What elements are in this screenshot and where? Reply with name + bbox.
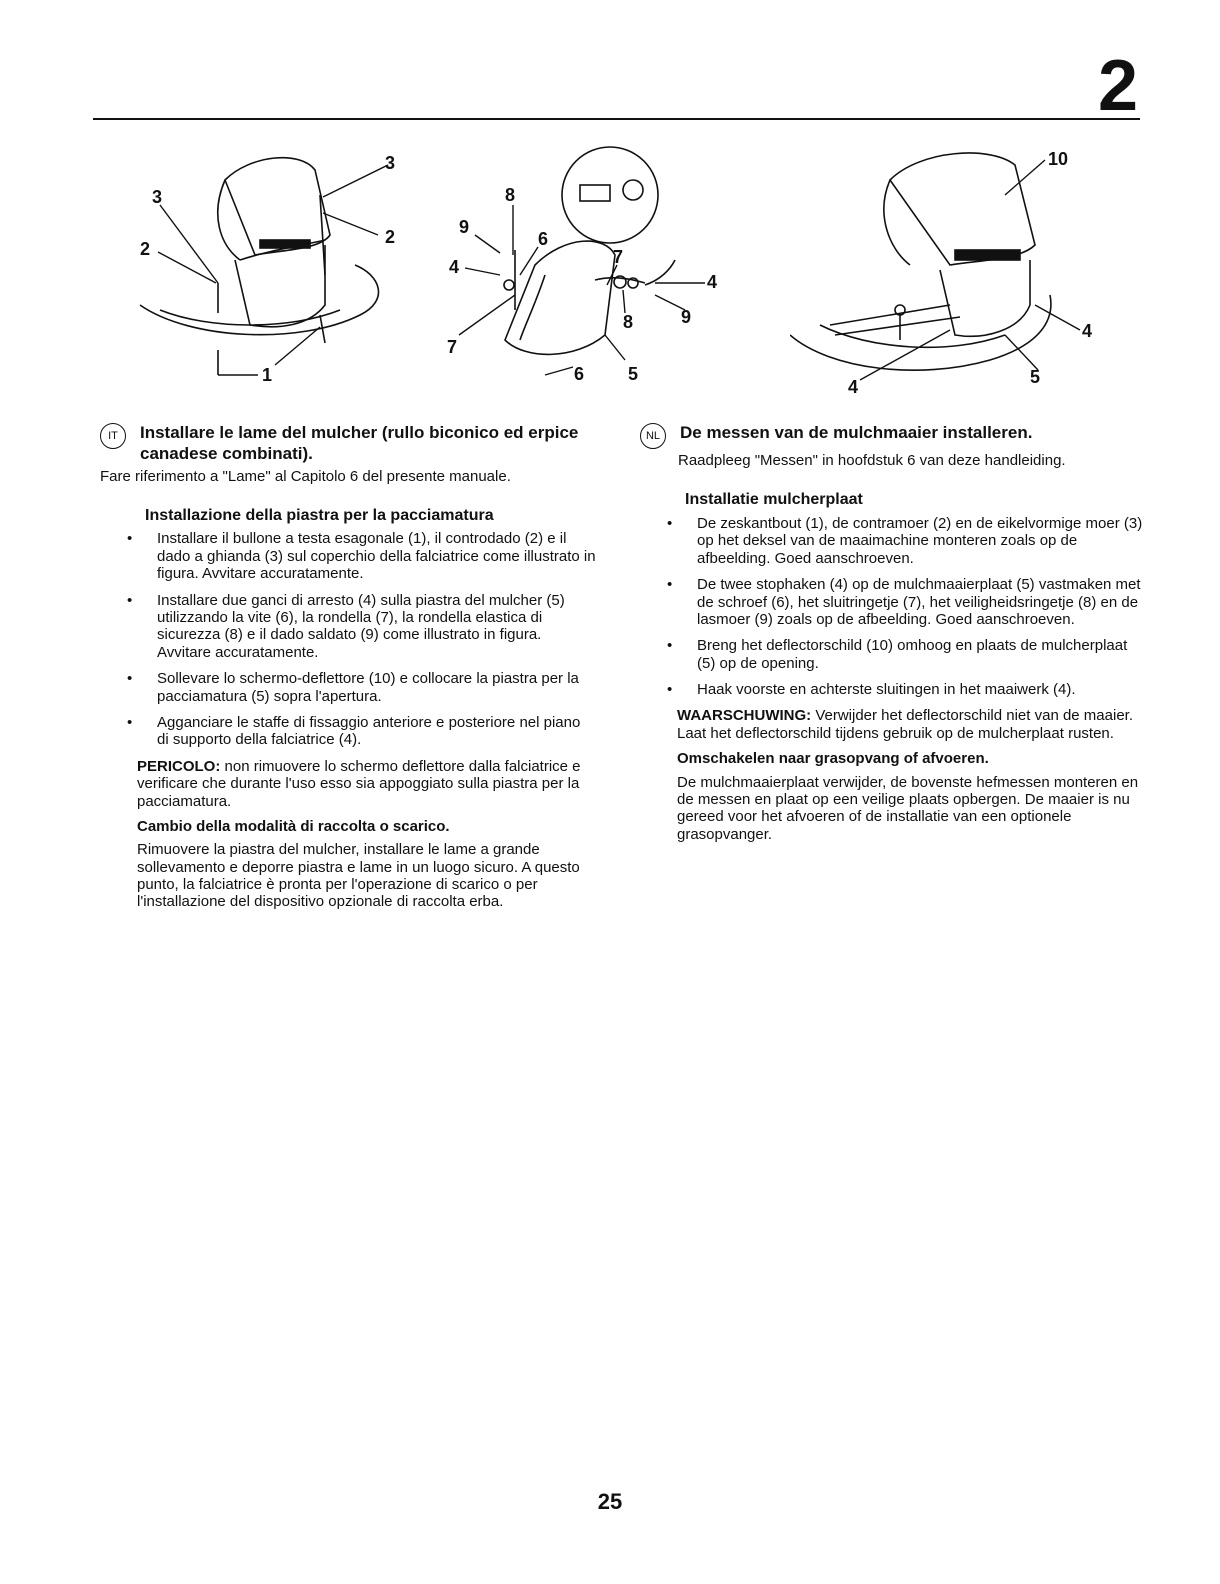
list-item: • Agganciare le staffe di fissaggio anteriore e posteriore nel piano di supporto della falciatrice (4). (100, 714, 596, 749)
intro-text-it: Fare riferimento a "Lame" al Capitolo 6 del presente manuale. (100, 467, 511, 485)
instruction-list-it (100, 530, 596, 748)
warning-text-it: non rimuovere lo schermo deflettore dalla falciatrice e verificare che durante l'uso esso sia appoggiato sulla piastra per la pacciamatura. (137, 757, 581, 810)
dutch-header (640, 422, 1145, 449)
callout-label: 2 (140, 239, 151, 259)
italian-header (100, 422, 596, 465)
callout-label: 9 (459, 217, 470, 237)
list-item: • Installare due ganci di arresto (4) sulla piastra del mulcher (5) utilizzando la vite (6), la rondella (7), la rondella elastica di sicurezza (8) e il dado saldato (9) come illustrato in figura. Avvitare accuratamente. (100, 592, 596, 662)
mode-heading-nl: Omschakelen naar grasopvang of afvoeren. (677, 750, 989, 768)
callout-label: 6 (538, 229, 549, 249)
mode-text-nl: De mulchmaaierplaat verwijder, de bovenste hefmessen monteren en de messen en plaat op een veilige plaats opbergen. De maaier is nu gereed voor het afvoeren of de installatie van een optionele grasopvanger. (677, 773, 1139, 843)
callout-label: 8 (505, 185, 516, 205)
italian-column (100, 422, 596, 921)
callout-label: 4 (1082, 321, 1093, 341)
page-number: 25 (597, 1489, 623, 1514)
list-item: • De zeskantbout (1), de contramoer (2) en de eikelvormige moer (3) op het deksel van de maaimachine monteren zoals op de afbeelding. Goed aanschroeven. (640, 515, 1145, 567)
section-title-nl: De messen van de mulchmaaier installeren. (680, 423, 1033, 442)
list-item: • De twee stophaken (4) op de mulchmaaierplaat (5) vastmaken met de schroef (6), het sluitringetje (7), het veiligheidsringetje (8) en de lasmoer (9) zoals op de afbeelding. Goed aanschroeven. (640, 576, 1145, 628)
mulcher-plate-illustration (445, 135, 735, 405)
chapter-number: 2 (1097, 46, 1138, 126)
callout-label: 2 (385, 227, 396, 247)
warning-text-nl: Verwijder het deflectorschild niet van de maaier. Laat het deflectorschild tijdens gebruik op de mulcherplaat rusten. (677, 707, 1133, 742)
callout-label: 3 (152, 187, 163, 207)
warning-label-it: PERICOLO: (137, 757, 221, 775)
callout-label: 8 (623, 312, 634, 332)
callout-label: 6 (574, 364, 585, 384)
callout-label: 7 (613, 247, 624, 267)
callout-label: 4 (848, 377, 859, 397)
mower-deck-illustration (130, 135, 420, 405)
figure-mower-deck-left (130, 135, 420, 405)
subheading-it: Installazione della piastra per la pacciamatura (145, 506, 494, 524)
dutch-column (640, 422, 1145, 853)
section-title-it: Installare le lame del mulcher (rullo biconico ed erpice canadese combinati). (140, 423, 579, 464)
list-item: • Breng het deflectorschild (10) omhoog en plaats de mulcherplaat (5) op de opening. (640, 637, 1145, 672)
callout-label: 1 (262, 365, 273, 385)
callout-label: 9 (681, 307, 692, 327)
callout-label: 4 (707, 272, 718, 292)
callout-label: 10 (1048, 149, 1069, 169)
warning-label-nl: WAARSCHUWING: (677, 707, 812, 725)
warning-nl (677, 707, 1145, 742)
callout-label: 5 (628, 364, 639, 384)
list-item: • Sollevare lo schermo-deflettore (10) e collocare la piastra per la pacciamatura (5) sopra l'apertura. (100, 670, 596, 705)
callout-label: 5 (1030, 367, 1041, 387)
subheading-nl: Installatie mulcherplaat (685, 491, 863, 509)
mode-text-it: Rimuovere la piastra del mulcher, installare le lame a grande sollevamento e deporre piastra e lame in un luogo sicuro. A questo punto, la falciatrice è pronta per l'operazione di scarico o per l'installazione del dispositivo opzionale di raccolta erba. (137, 841, 580, 911)
deflector-illustration (790, 135, 1120, 405)
mode-heading-it: Cambio della modalità di raccolta o scarico. (137, 817, 450, 835)
figure-deflector-right (790, 135, 1120, 405)
callout-label: 7 (447, 337, 458, 357)
list-item: • Installare il bullone a testa esagonale (1), il controdado (2) e il dado a ghianda (3) sul coperchio della falciatrice come illustrato in figura. Avvitare accuratamente. (100, 530, 596, 582)
header-rule (93, 118, 1140, 120)
list-item: • Haak voorste en achterste sluitingen in het maaiwerk (4). (640, 681, 1145, 698)
warning-it (137, 758, 596, 810)
language-badge-nl: NL (640, 423, 666, 449)
instruction-list-nl (640, 515, 1145, 699)
figure-mulcher-plate-middle (445, 135, 735, 405)
language-badge-it: IT (100, 423, 126, 449)
callout-label: 4 (449, 257, 460, 277)
callout-label: 3 (385, 153, 396, 173)
intro-text-nl: Raadpleeg "Messen" in hoofdstuk 6 van deze handleiding. (678, 452, 1066, 469)
